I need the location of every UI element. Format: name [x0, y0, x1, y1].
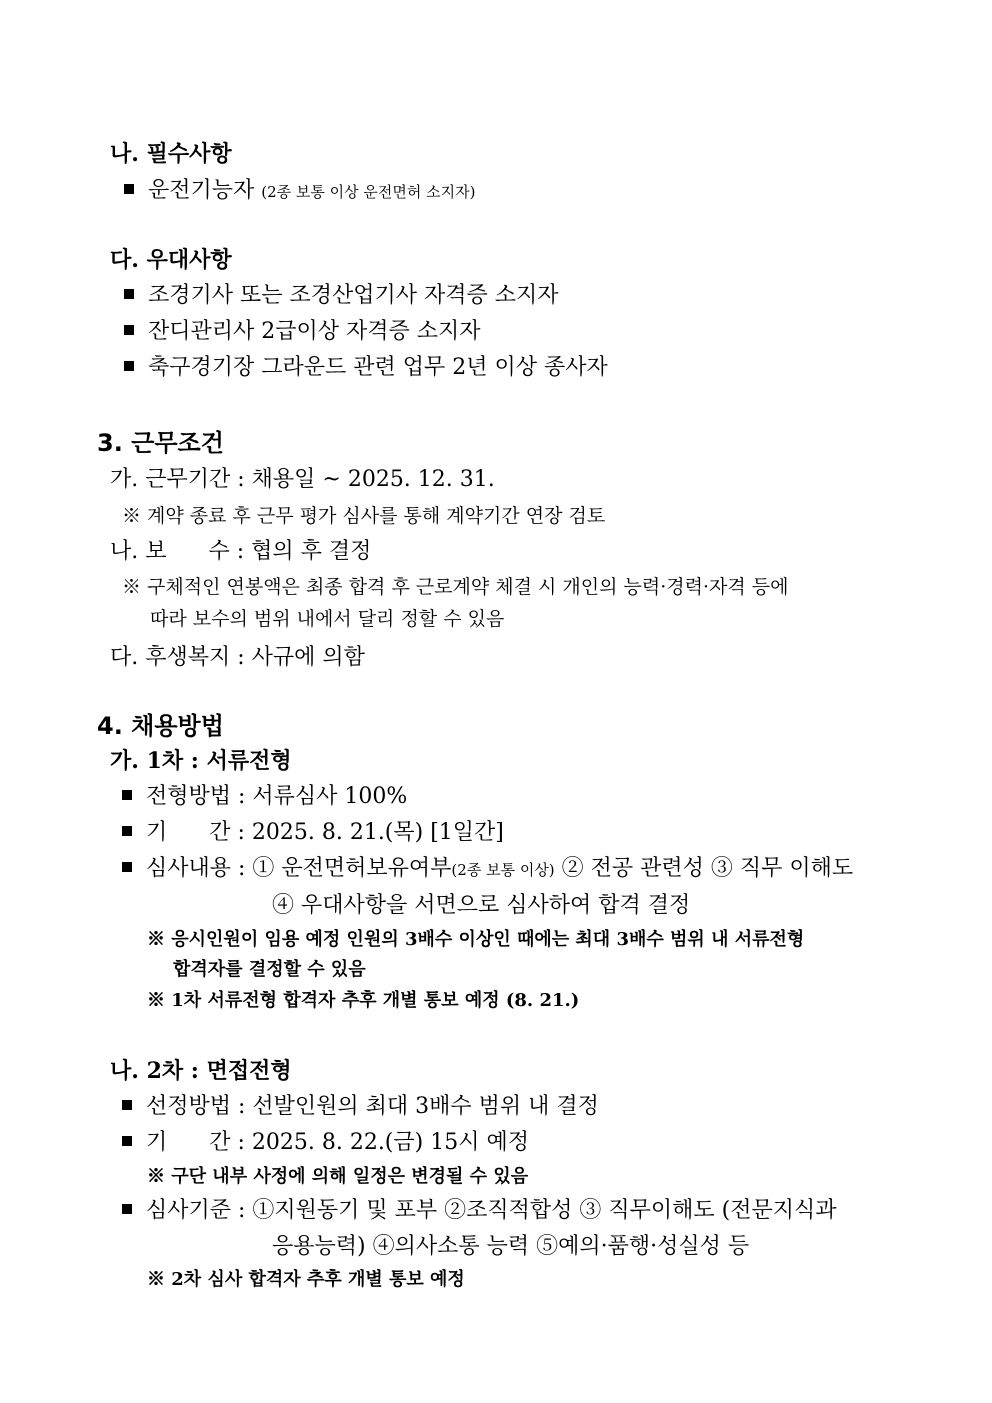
work-pay-note-line1: ※ 구체적인 연봉액은 최종 합격 후 근로계약 체결 시 개인의 능력·경력·자격 등에: [122, 576, 789, 598]
first-round-content-line2: ④ 우대사항을 서면으로 심사하여 합격 결정: [272, 893, 691, 918]
preference-heading: 다. 우대사항: [110, 247, 232, 273]
second-round-period: [122, 1132, 529, 1154]
bullet-icon: [124, 289, 134, 299]
first-round-content-note: (2종 보통 이상): [451, 861, 555, 879]
bullet-icon: [124, 361, 134, 371]
bullet-icon: [122, 826, 132, 836]
work-period: 가. 근무기간 : 채용일 ~ 2025. 12. 31.: [110, 467, 495, 492]
required-item-label: 운전기능자: [148, 178, 255, 203]
first-round-content-b: ② 전공 관련성 ③ 직무 이해도: [561, 856, 854, 881]
work-pay-note-line2: 따라 보수의 범위 내에서 달리 정할 수 있음: [150, 608, 505, 630]
preference-item: [124, 285, 559, 307]
bullet-icon: [122, 1100, 132, 1110]
first-round-method: [122, 786, 407, 808]
second-round-criteria-line1: 심사기준 : ①지원동기 및 포부 ②조직적합성 ③ 직무이해도 (전문지식과: [146, 1198, 837, 1223]
second-round-method-label: 선정방법 : 선발인원의 최대 3배수 범위 내 결정: [146, 1094, 599, 1119]
bullet-icon: [124, 184, 134, 194]
section-4-title: 4. 채용방법: [97, 712, 224, 740]
second-round-note1: ※ 구단 내부 사정에 의해 일정은 변경될 수 있음: [147, 1166, 529, 1187]
work-period-note: ※ 계약 종료 후 근무 평가 심사를 통해 계약기간 연장 검토: [122, 505, 606, 527]
second-round-note2: ※ 2차 심사 합격자 추후 개별 통보 예정: [147, 1269, 465, 1290]
work-pay: 나. 보 수 : 협의 후 결정: [110, 539, 372, 564]
preference-item-label: 잔디관리사 2급이상 자격증 소지자: [148, 319, 481, 344]
first-round-note1-line2: 합격자를 결정할 수 있음: [173, 959, 366, 980]
required-item: [124, 180, 475, 202]
bullet-icon: [122, 790, 132, 800]
second-round-heading: 나. 2차 : 면접전형: [110, 1058, 292, 1084]
first-round-content: [122, 858, 853, 880]
required-heading: 나. 필수사항: [110, 141, 232, 167]
first-round-content-a: 심사내용 : ① 운전면허보유여부: [146, 856, 452, 881]
work-welfare: 다. 후생복지 : 사규에 의함: [110, 645, 365, 670]
second-round-criteria: [122, 1200, 837, 1222]
preference-item-label: 조경기사 또는 조경산업기사 자격증 소지자: [148, 283, 559, 308]
preference-item: [124, 321, 481, 343]
bullet-icon: [122, 1136, 132, 1146]
bullet-icon: [122, 1204, 132, 1214]
first-round-note2: ※ 1차 서류전형 합격자 추후 개별 통보 예정 (8. 21.): [147, 990, 580, 1011]
second-round-method: [122, 1096, 599, 1118]
preference-item-label: 축구경기장 그라운드 관련 업무 2년 이상 종사자: [148, 355, 608, 380]
preference-item: [124, 357, 608, 379]
first-round-period: [122, 822, 504, 844]
first-round-period-label: 기 간 : 2025. 8. 21.(목) [1일간]: [146, 820, 504, 845]
required-item-note: (2종 보통 이상 운전면허 소지자): [261, 183, 476, 201]
first-round-heading: 가. 1차 : 서류전형: [110, 748, 292, 774]
first-round-note1-line1: ※ 응시인원이 임용 예정 인원의 3배수 이상인 때에는 최대 3배수 범위 내 서류전형: [147, 929, 805, 950]
second-round-criteria-line2: 응용능력) ④의사소통 능력 ⑤예의·품행·성실성 등: [272, 1234, 750, 1259]
bullet-icon: [122, 862, 132, 872]
section-3-title: 3. 근무조건: [97, 429, 224, 457]
second-round-period-label: 기 간 : 2025. 8. 22.(금) 15시 예정: [146, 1130, 529, 1155]
first-round-method-label: 전형방법 : 서류심사 100%: [146, 784, 408, 809]
bullet-icon: [124, 325, 134, 335]
